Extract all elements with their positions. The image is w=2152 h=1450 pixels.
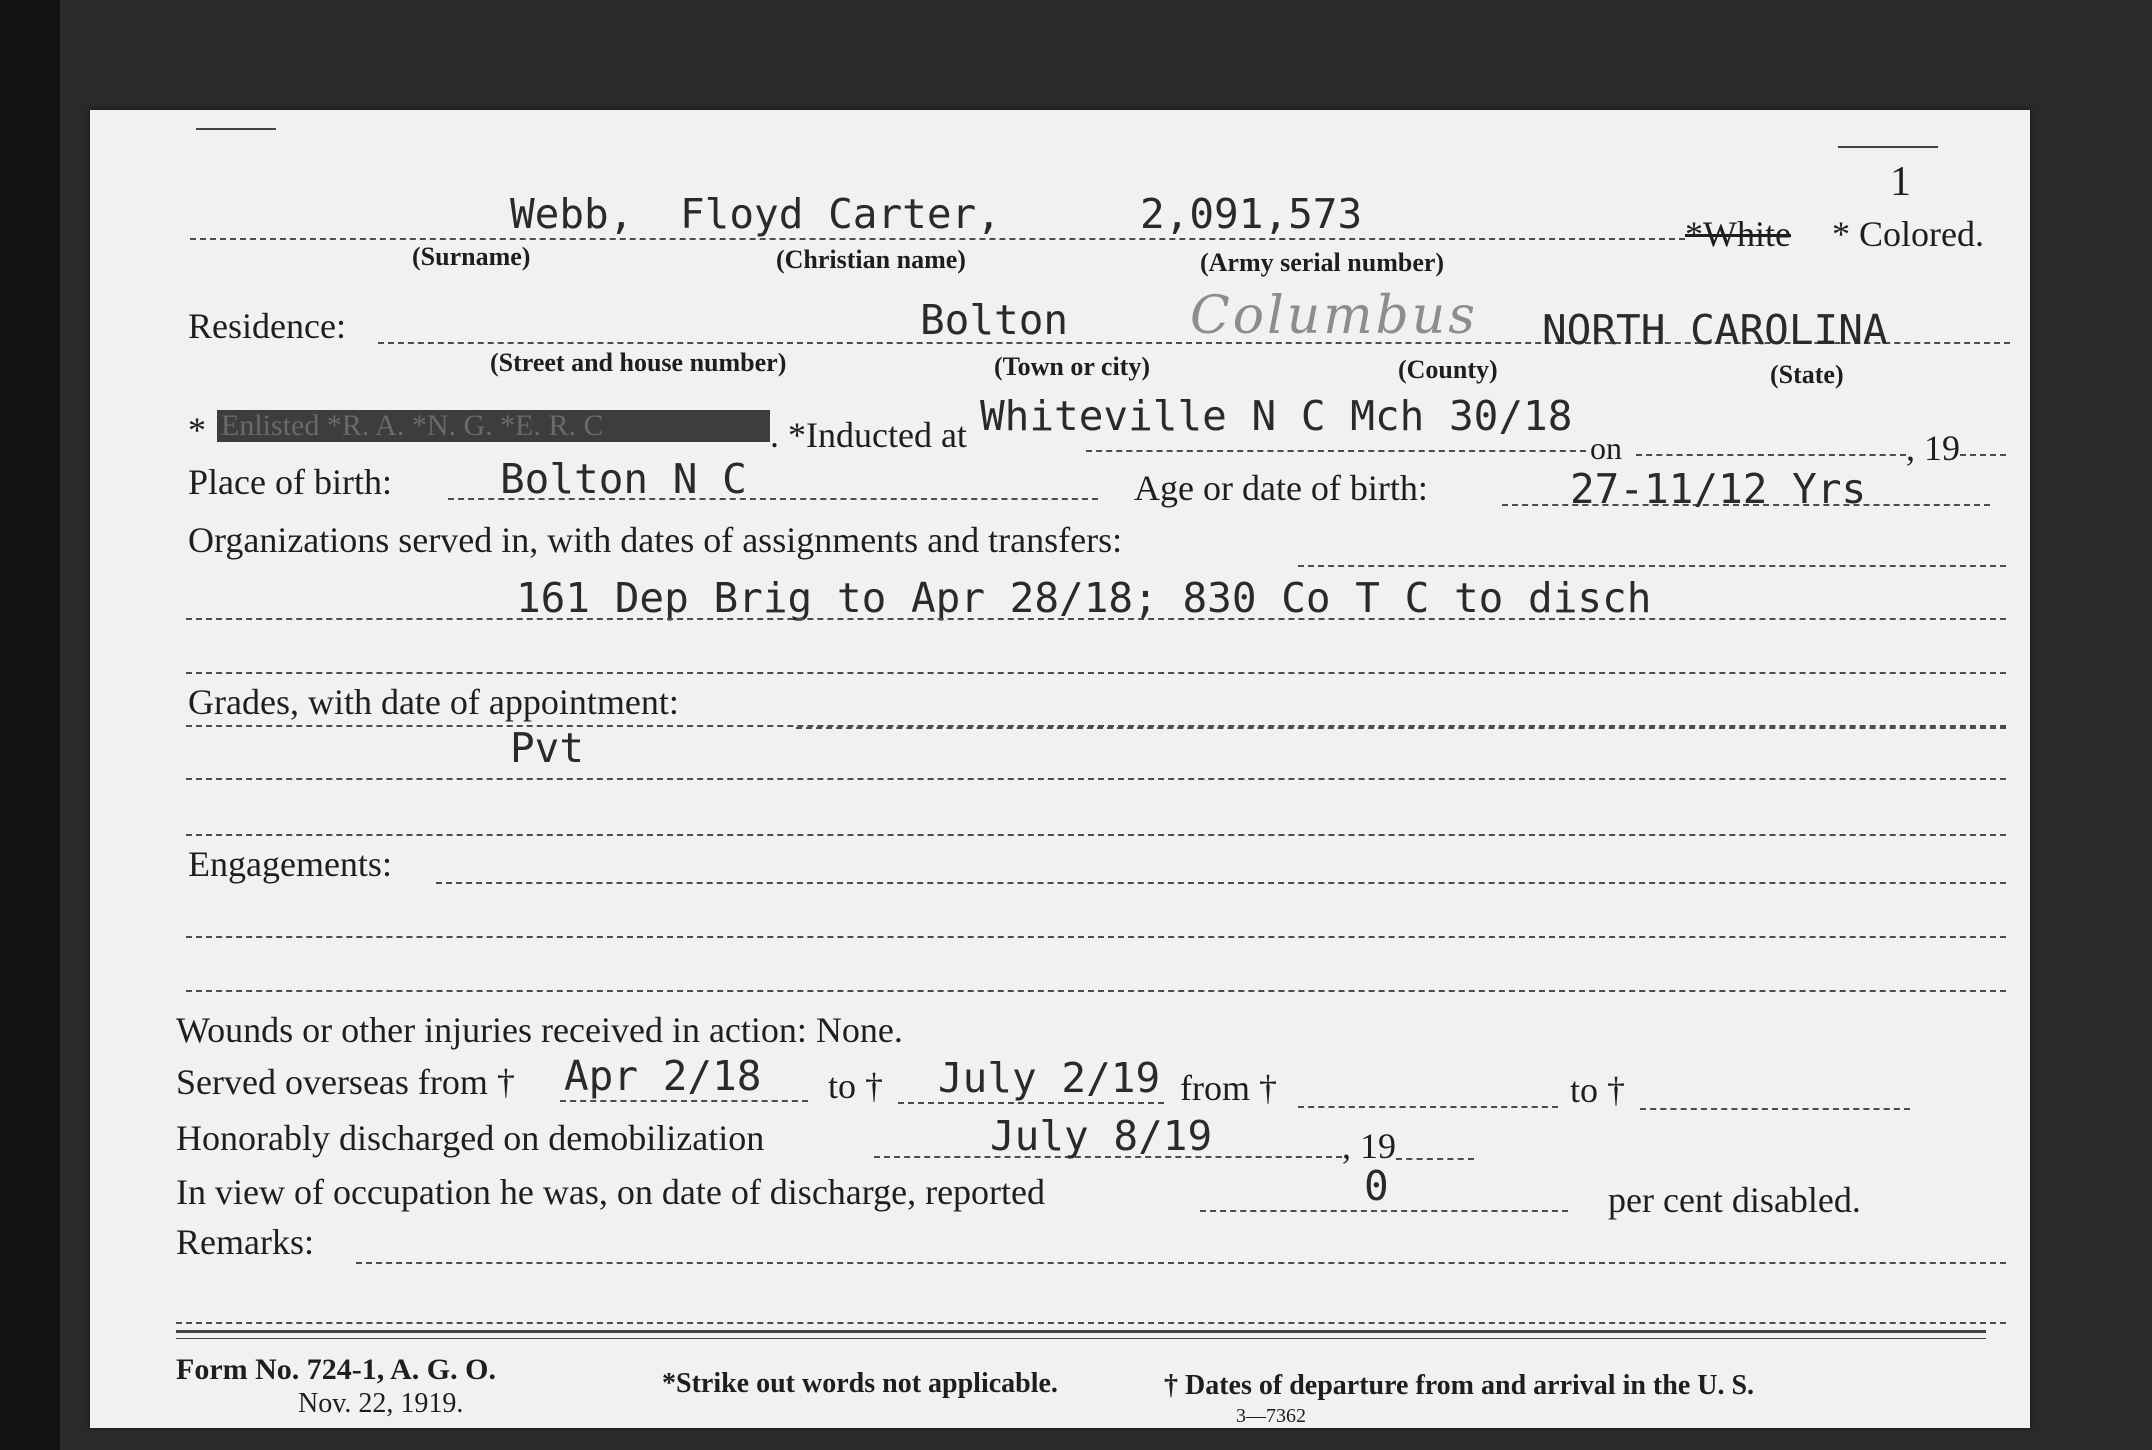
surname-value: Webb, <box>510 190 634 238</box>
race-colored-label: * Colored. <box>1832 214 1984 254</box>
discharge-year-suffix: , 19 <box>1342 1126 1396 1166</box>
disability-label: In view of occupation he was, on date of discharge, reported <box>176 1172 1046 1212</box>
grades-line-3 <box>186 834 2006 836</box>
overseas-from-label: Served overseas from † <box>176 1062 515 1102</box>
age-label: Age or date of birth: <box>1134 468 1428 508</box>
redacted-enlistment-text: Enlisted *R. A. *N. G. *E. R. C <box>217 410 770 442</box>
residence-county-value: Columbus <box>1190 286 1478 346</box>
race-white-label: *White <box>1685 214 1791 254</box>
corner-mark-right <box>1838 146 1938 148</box>
overseas-from2-label: from † <box>1180 1068 1277 1108</box>
christian-name-label: (Christian name) <box>776 245 966 274</box>
organizations-value: 161 Dep Brig to Apr 28/18; 830 Co T C to disch <box>516 574 1652 622</box>
induction-asterisk: * <box>188 410 206 450</box>
engagements-label: Engagements: <box>188 844 392 884</box>
serial-number-value: 2,091,573 <box>1140 190 1363 238</box>
inducted-on-label: on <box>1590 430 1622 466</box>
grades-line-1 <box>796 727 2006 729</box>
overseas-from2-line <box>1298 1106 1558 1108</box>
grades-value: Pvt <box>510 724 585 772</box>
wounds-text: Wounds or other injuries received in action: None. <box>176 1010 903 1050</box>
county-label: (County) <box>1398 355 1498 384</box>
overseas-to2-label: to † <box>1570 1070 1626 1110</box>
organizations-line-3 <box>186 672 2006 674</box>
inducted-line <box>1086 450 1586 452</box>
residence-label: Residence: <box>188 306 346 346</box>
name-line <box>190 238 1685 240</box>
street-label: (Street and house number) <box>490 348 787 377</box>
residence-town-value: Bolton <box>920 296 1069 344</box>
discharge-year-line <box>1396 1158 1474 1160</box>
disability-value: 0 <box>1364 1162 1389 1210</box>
grades-line-2 <box>186 778 2006 780</box>
overseas-from-value: Apr 2/18 <box>564 1052 762 1100</box>
engagements-line-1 <box>436 882 2006 884</box>
overseas-to-line <box>898 1102 1164 1104</box>
overseas-from-line <box>560 1100 808 1102</box>
overseas-to2-line <box>1640 1108 1910 1110</box>
grades-label: Grades, with date of appointment: <box>188 682 679 722</box>
disability-line <box>1200 1210 1568 1212</box>
discharge-label: Honorably discharged on demobilization <box>176 1118 765 1158</box>
discharge-value: July 8/19 <box>990 1112 1213 1160</box>
form-number: Form No. 724-1, A. G. O. <box>176 1353 496 1386</box>
remarks-label: Remarks: <box>176 1222 314 1262</box>
corner-mark-left <box>196 128 276 130</box>
strike-note: *Strike out words not applicable. <box>662 1368 1058 1399</box>
inducted-year-suffix: , 19 <box>1906 428 1960 468</box>
inducted-date-line <box>1636 454 1906 456</box>
print-code: 3—7362 <box>1236 1405 1306 1427</box>
inducted-label: . *Inducted at <box>770 415 967 455</box>
organizations-label: Organizations served in, with dates of assignments and transfers: <box>188 520 1123 560</box>
state-label: (State) <box>1770 360 1844 389</box>
inducted-value: Whiteville N C Mch 30/18 <box>980 392 1573 440</box>
scan-background <box>0 0 60 1450</box>
christian-name-value: Floyd Carter, <box>680 190 1001 238</box>
organizations-line-2 <box>186 618 2006 620</box>
footer-rule-2 <box>176 1338 1986 1339</box>
serial-number-label: (Army serial number) <box>1200 248 1445 277</box>
form-date: Nov. 22, 1919. <box>298 1388 464 1419</box>
service-record-card <box>90 110 2030 1428</box>
town-label: (Town or city) <box>994 352 1150 381</box>
dates-note: † Dates of departure from and arrival in the U. S. <box>1164 1370 1755 1401</box>
footer-rule-1 <box>176 1330 1986 1333</box>
surname-label: (Surname) <box>412 242 531 271</box>
remarks-line-1 <box>356 1262 2006 1264</box>
overseas-to-label: to † <box>828 1066 884 1106</box>
organizations-line-1 <box>1298 565 2006 567</box>
place-of-birth-label: Place of birth: <box>188 462 392 502</box>
engagements-line-2 <box>186 936 2006 938</box>
age-value: 27-11/12 Yrs <box>1570 465 1867 513</box>
disability-suffix: per cent disabled. <box>1608 1180 1861 1220</box>
remarks-line-2 <box>176 1322 2006 1324</box>
inducted-year-line <box>1960 454 2006 456</box>
engagements-line-3 <box>186 990 2006 992</box>
overseas-to-value: July 2/19 <box>938 1054 1161 1102</box>
place-of-birth-value: Bolton N C <box>500 455 747 503</box>
residence-state-value: NORTH CAROLINA <box>1542 306 1888 354</box>
page-number: 1 <box>1890 159 1911 205</box>
